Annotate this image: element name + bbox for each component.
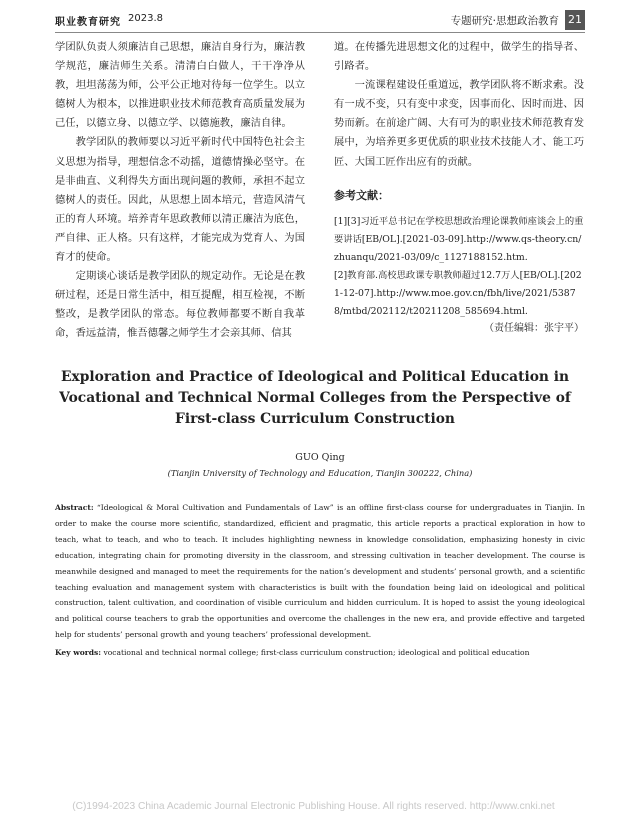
page-header (55, 10, 585, 32)
english-title: Exploration and Practice of Ideological and Political Education in Vocational and Technical Normal Colleges from the Perspective of First-class Curriculum Construction (59, 369, 571, 427)
reference-item: [1][3]习近平总书记在学校思想政治理论课教师座谈会上的重要讲话[EB/OL].[2021-03-09].http://www.qs-theory.cn/zhuanqu/2021-03/09/c_1127188152.htm. (334, 215, 584, 263)
issue-number: 2023.8 (128, 13, 163, 24)
abstract-text: “Ideological & Moral Cultivation and Fundamentals of Law” is an offline first-class course for undergraduates in Tianjin. In order to make the course more scientific, standardized, efficient and pragmatic, this article reports a practical exploration in how to teach, what to teach, and who to teach. It includes highlighting newness in knowledge consolidation, emphasizing honesty in civic education, integrating chain for promoting diversity in the classroom, and stressing cultivation in teacher development. The course is meanwhile designed and managed to meet the requirements for the nation’s development and students’ personal growth, and a scientific teaching evaluation and management system with characteristics is built with the foundation being laid on ideological and political construction, talent cultivation, and coordination of visible curriculum and hidden curriculum. It is hoped to assist the young ideological and political course teachers to grab the opportunities and overcome the challenges in the new era, and provide effective and targeted help for students’ personal growth and young teachers’ professional development. (55, 503, 585, 640)
copyright-footer: (C)1994-2023 China Academic Journal Electronic Publishing House. All rights reserved. http://www.cnki.net (72, 801, 555, 812)
author-name: GUO Qing (295, 452, 345, 463)
paragraph: 道。在传播先进思想文化的过程中，做学生的指导者、引路者。 (334, 41, 584, 73)
paragraph: 教学团队的教师要以习近平新时代中国特色社会主义思想为指导，理想信念不动摇，道德情操必坚守。在是非曲直、义利得失方面出现问题的教师，承担不起立德树人的责任。因此，从思想上固本培元，营造风清气正的育人环境。培养青年思政教师以清正廉洁为底色，严自律、正人格。只有这样，才能完成为党育人、为国育才的使命。 (55, 136, 305, 264)
reference-item: [2]教育部.高校思政课专职教师超过12.7万人[EB/OL].[2021-12-07].http://www.moe.gov.cn/fbh/live/2021/53878/mtbd/202112/t20211208_585694.html. (334, 269, 582, 317)
header-divider (55, 32, 585, 33)
author-affiliation: (Tianjin University of Technology and Education, Tianjin 300222, China) (167, 468, 473, 478)
left-column (55, 38, 305, 344)
paragraph: 学团队负责人须廉洁自己思想，廉洁自身行为，廉洁教学规范，廉洁师生关系。清清白白做人，干干净净从教，坦坦荡荡为师，公平公正地对待每一位学生。以立德树人为根本，以推进职业技术师范教育高质量发展为己任，以德立身、以德立学、以德施教，廉洁自律。 (55, 41, 305, 130)
right-column (334, 38, 584, 337)
keywords-label: Key words: (55, 648, 102, 657)
english-abstract (55, 500, 585, 643)
page-number: 21 (565, 10, 585, 30)
paragraph: 定期谈心谈话是教学团队的规定动作。无论是在教研过程，还是日常生活中，相互提醒，相互检视，不断整改，是教学团队的常态。每位教师都要不断自我革命，香远益清，惟吾德馨之师学生才会亲其师、信其 (55, 270, 305, 340)
journal-name: 职业教育研究 (55, 17, 121, 28)
paragraph: 一流课程建设任重道远，教学团队将不断求索。没有一成不变，只有变中求变，因事而化、因时而进、因势而新。在前途广阔、大有可为的职业技术师范教育发展中，为培养更多更优质的职业技术技能人才、能工巧匠、大国工匠作出应有的贡献。 (334, 79, 584, 168)
responsible-editor: （责任编辑：张宇平） (484, 322, 584, 334)
references-heading: 参考文献： (334, 188, 389, 202)
section-title: 专题研究·思想政治教育 (450, 15, 559, 27)
abstract-label: Abstract: (55, 503, 94, 512)
keywords-text: vocational and technical normal college; first-class curriculum construction; ideological and political education (103, 648, 530, 657)
english-keywords (55, 646, 585, 660)
